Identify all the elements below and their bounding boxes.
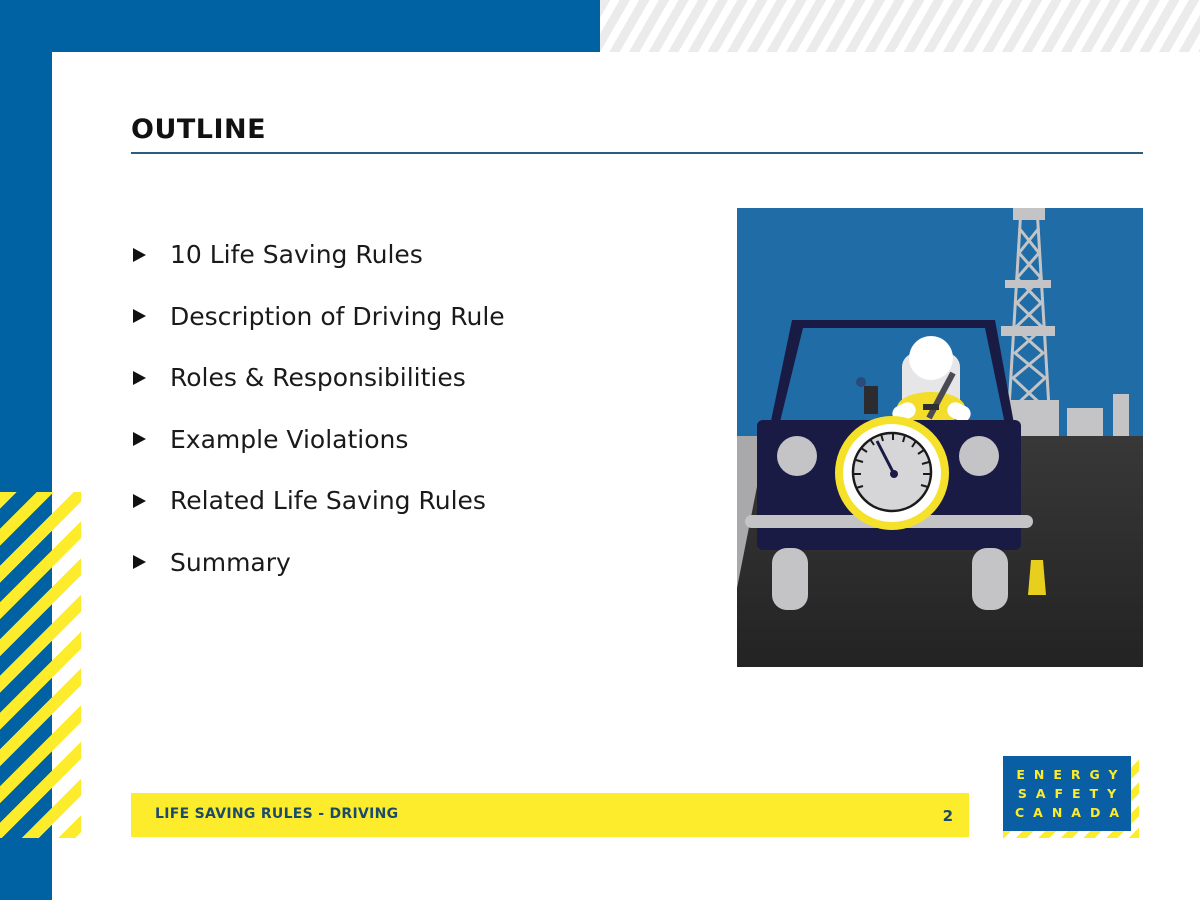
outline-item-label: Related Life Saving Rules	[170, 486, 486, 516]
bullet-triangle-icon	[133, 371, 146, 385]
bullet-triangle-icon	[133, 494, 146, 508]
outline-item-label: 10 Life Saving Rules	[170, 240, 423, 270]
outline-item	[133, 470, 505, 532]
left-yellow-blue-stripes	[0, 492, 52, 838]
headlight-right	[959, 436, 999, 476]
outline-item-label: Summary	[170, 547, 291, 577]
logo-line: ENERGY	[1016, 767, 1127, 782]
logo-line: SAFETY	[1017, 786, 1126, 801]
top-blue-band	[0, 0, 600, 52]
slide-title: OUTLINE	[131, 114, 267, 145]
outline-list	[133, 224, 505, 593]
outline-item	[133, 532, 505, 594]
outline-item	[133, 347, 505, 409]
wheel-left	[772, 548, 808, 610]
outline-item	[133, 286, 505, 348]
logo-line: CANADA	[1014, 805, 1129, 820]
bullet-triangle-icon	[133, 432, 146, 446]
traffic-cone-icon	[1028, 560, 1046, 595]
title-underline	[131, 152, 1143, 154]
outline-item-label: Roles & Responsibilities	[170, 363, 466, 393]
outline-item	[133, 409, 505, 471]
wheel-right	[972, 548, 1008, 610]
page-number: 2	[942, 807, 953, 825]
footer-label: LIFE SAVING RULES - DRIVING	[155, 806, 399, 822]
speedometer-icon	[835, 416, 949, 530]
outline-item	[133, 224, 505, 286]
headlight-left	[777, 436, 817, 476]
outline-item-label: Example Violations	[170, 424, 409, 454]
truck-speedometer-illustration	[737, 208, 1143, 667]
top-grey-stripes	[600, 0, 1200, 52]
bullet-triangle-icon	[133, 248, 146, 262]
bullet-triangle-icon	[133, 555, 146, 569]
bullet-triangle-icon	[133, 309, 146, 323]
footer-bar	[131, 793, 969, 837]
energy-safety-canada-logo	[1003, 756, 1131, 831]
outline-item-label: Description of Driving Rule	[170, 301, 505, 331]
